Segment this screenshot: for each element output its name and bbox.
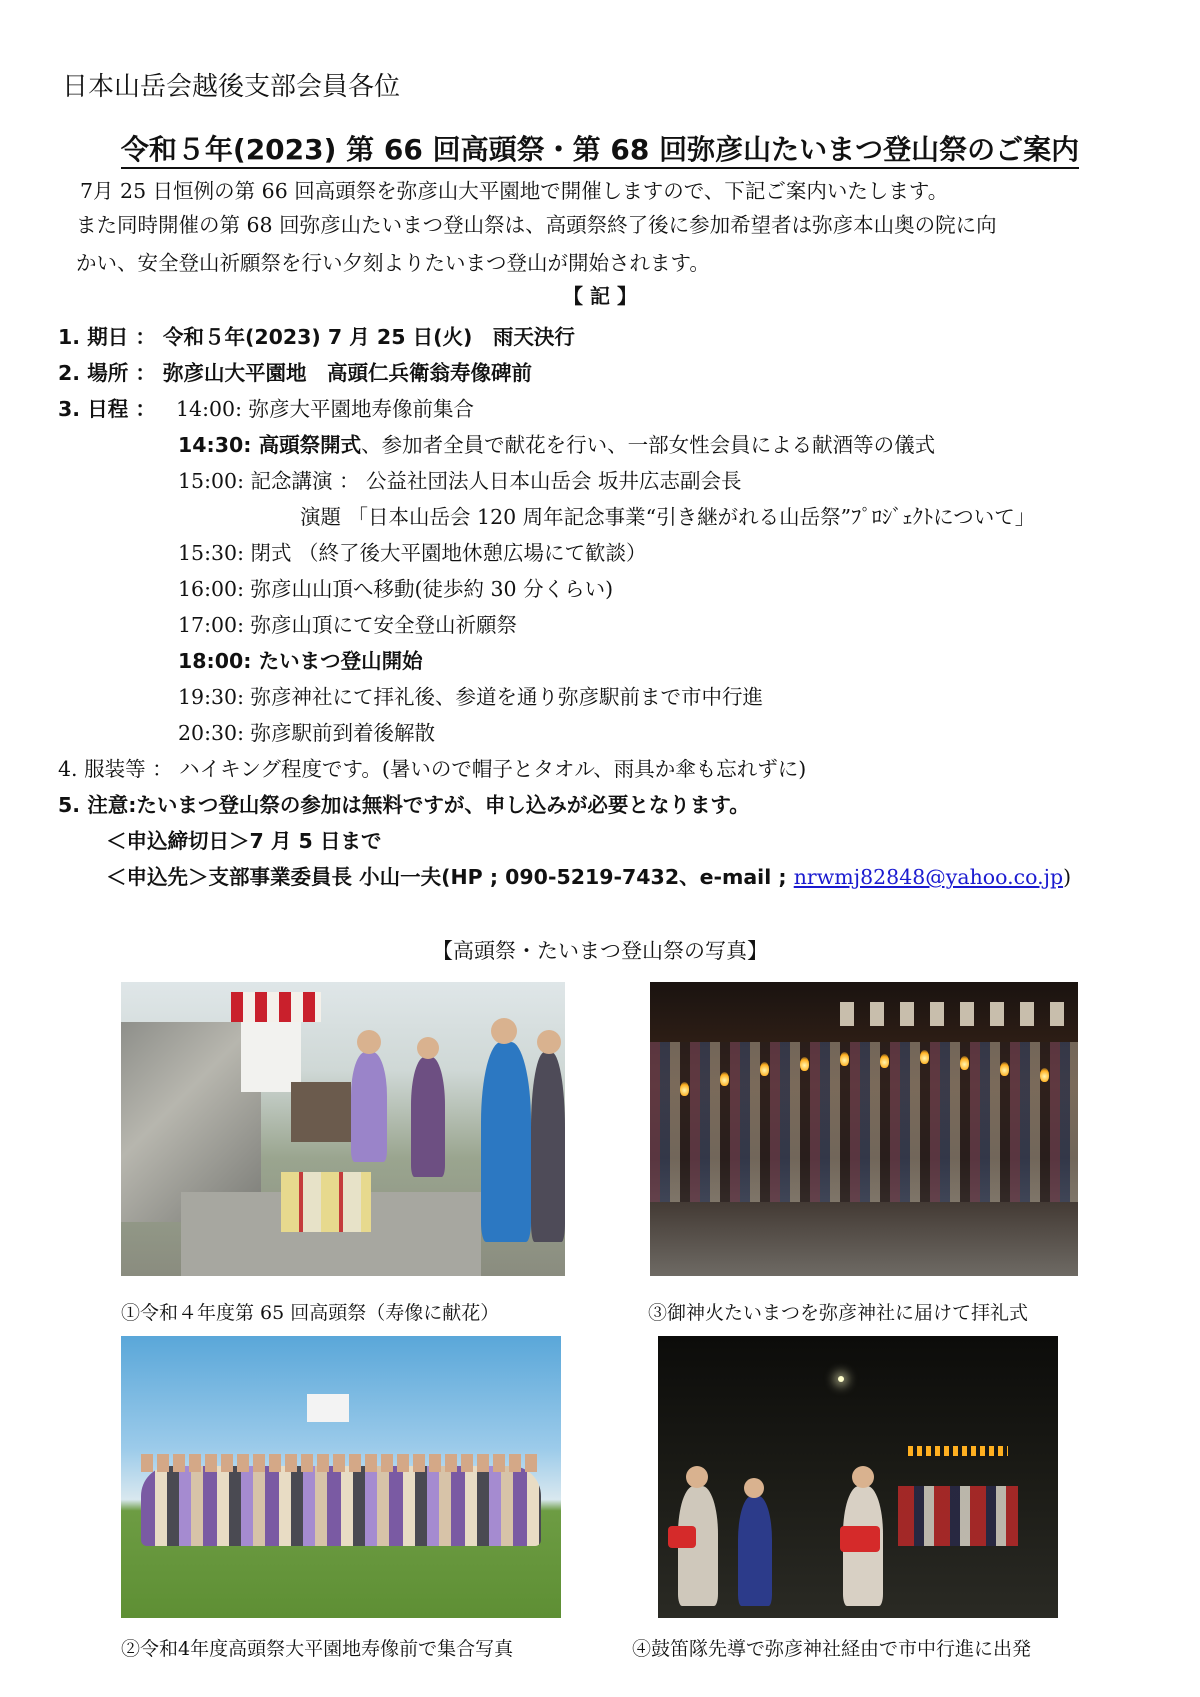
person-head [491,1018,517,1044]
schedule-1800: 18:00: たいまつ登山開始 [178,649,423,673]
person-purple [351,1052,387,1162]
item-contact [106,860,1071,890]
photo-torch-shrine [650,982,1078,1276]
intro-line-2: また同時開催の第 68 回弥彦山たいまつ登山祭は、高頭祭終了後に参加希望者は弥彦本山奥の院に向 [76,213,997,237]
schedule-1430-rest: 、参加者全員で献花を行い、一部女性会員による献酒等の儀式 [361,433,936,457]
person-head [686,1466,708,1488]
schedule-1530: 15:30: 閉式 （終了後大平園地休憩広場にて歓談） [178,541,647,565]
item-schedule-label: 3. 日程 ： [58,397,156,421]
schedule-1430-time: 14:30: [178,433,259,457]
flag [307,1394,349,1422]
faces-row [141,1454,541,1472]
torch-flame [680,1082,689,1096]
torch-flame [760,1062,769,1076]
crowd [650,1042,1078,1202]
torch-flame [800,1057,809,1071]
contact-end: ) [1063,865,1072,889]
item-dress: 4. 服装等 ： ハイキング程度です。(暑いので帽子とタオル、雨具か傘も忘れずに) [58,757,807,781]
person-head [537,1030,561,1054]
schedule-1600: 16:00: 弥彦山山頂へ移動(徒歩約 30 分くらい) [178,577,614,601]
schedule-1430 [178,428,935,458]
torch-flame [720,1072,729,1086]
person-blue-jacket [481,1042,531,1242]
intro-line-3: かい、安全登山祈願祭を行い夕刻よりたいまつ登山が開始されます。 [76,251,710,275]
caption-2: ②令和4年度高頭祭大平園地寿像前で集合写真 [121,1638,514,1660]
photo-group [121,1336,561,1618]
schedule-1700: 17:00: 弥彦山頂にて安全登山祈願祭 [178,613,517,637]
item-date: 1. 期日 ： 令和５年(2023) 7 月 25 日(火) 雨天決行 [58,325,575,349]
photos-heading: 【高頭祭・たいまつ登山祭の写真】 [432,939,768,963]
plaque [291,1082,351,1142]
page-title [0,128,1200,168]
photo-ceremony [121,982,565,1276]
title-text: 令和５年(2023) 第 66 回高頭祭・第 68 回弥彦山たいまつ登山祭のご案内 [121,133,1079,169]
sake-bottles [281,1172,371,1232]
person-head [357,1030,381,1054]
item-note: 5. 注意:たいまつ登山祭の参加は無料ですが、申し込みが必要となります。 [58,793,750,817]
schedule-1430-bold: 高頭祭開式 [258,433,362,457]
person-head [417,1037,439,1059]
caption-1: ①令和４年度第 65 回高頭祭（寿像に献花） [121,1302,500,1324]
contact-text: ＜申込先＞支部事業委員長 小山一夫(HP ; 090-5219-7432、e-mail ; [106,865,794,889]
schedule-1930: 19:30: 弥彦神社にて拝礼後、参道を通り弥彦駅前まで市中行進 [178,685,763,709]
group-of-people [141,1466,541,1546]
caption-4: ④鼓笛隊先導で弥彦神社経由で市中行進に出発 [632,1638,1032,1660]
intro-line-1: 7月 25 日恒例の第 66 回高頭祭を弥彦山大平園地で開催しますので、下記ご案内いたします。 [80,179,949,203]
distant-torches [908,1446,1008,1456]
item-deadline: ＜申込締切日＞7 月 5 日まで [106,829,382,853]
torch-flame [960,1056,969,1070]
addressee: 日本山岳会越後支部会員各位 [62,72,401,102]
person-violet [411,1057,445,1177]
torch-flame [880,1054,889,1068]
person-drummer [738,1496,772,1606]
photo-drum-corps [658,1336,1058,1618]
ki-heading: 【 記 】 [563,284,637,308]
torch-flame [1000,1062,1009,1076]
street-lamp [838,1376,844,1382]
item-place: 2. 場所 ： 弥彦山大平園地 高頭仁兵衛翁寿像碑前 [58,361,532,385]
red-drum [668,1526,696,1548]
torch-flame [840,1052,849,1066]
email-link[interactable]: nrwmj82848@yahoo.co.jp [793,865,1064,889]
person-head [744,1478,764,1498]
torch-flame [1040,1068,1049,1082]
red-drum [840,1526,880,1552]
lanterns [840,1002,1070,1026]
person-head [852,1466,874,1488]
torch-flame [920,1050,929,1064]
caption-3: ③御神火たいまつを弥彦神社に届けて拝礼式 [648,1302,1029,1324]
person-grey [531,1052,565,1242]
schedule-2030: 20:30: 弥彦駅前到着後解散 [178,721,436,745]
marching-band [898,1486,1018,1546]
schedule-1400: 14:00: 弥彦大平園地寿像前集合 [176,397,475,421]
banner [231,992,321,1022]
schedule-1500: 15:00: 記念講演 ： 公益社団法人日本山岳会 坂井広志副会長 [178,469,742,493]
schedule-1500-subtitle: 演題 「日本山岳会 120 周年記念事業“引き継がれる山岳祭”ﾌﾟﾛｼﾞｪｸﾄについて」 [300,505,1036,529]
